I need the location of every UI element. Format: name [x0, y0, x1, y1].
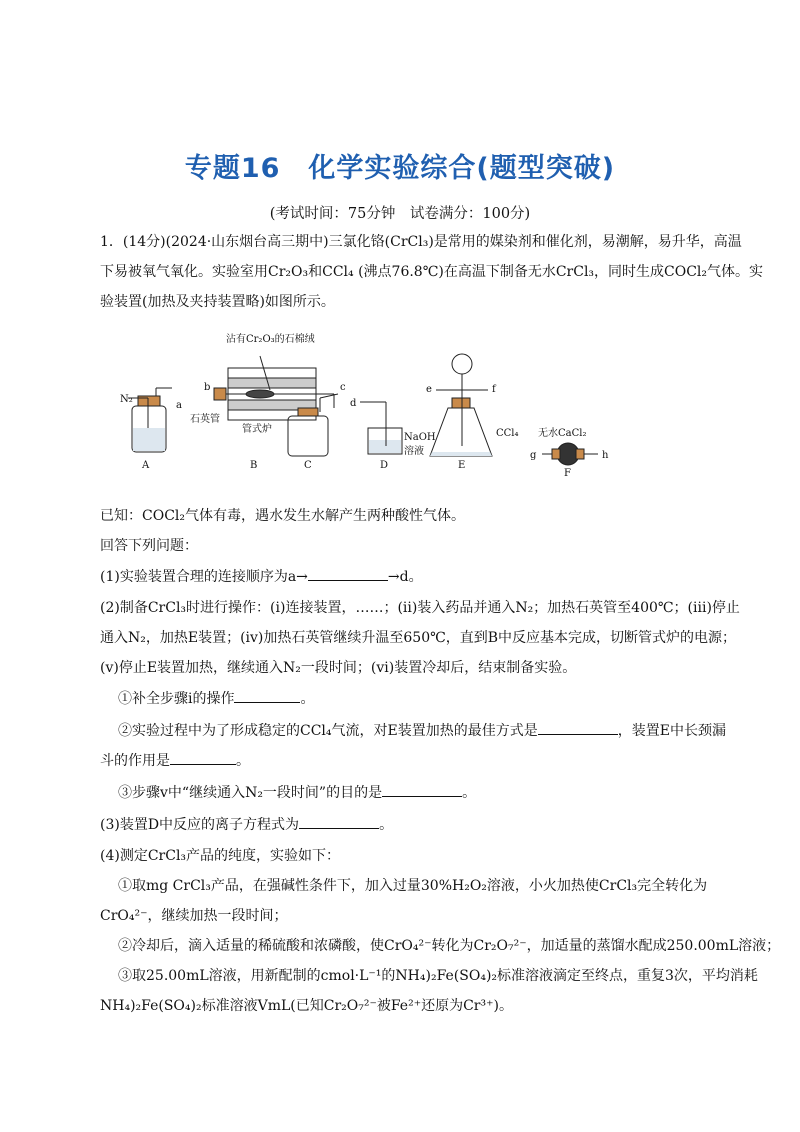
part2-line3: (v)停止E装置加热，继续通入N₂一段时间；(vi)装置冷却后，结束制备实验。 — [100, 660, 577, 676]
label-c: c — [340, 382, 346, 393]
method3-line2: NH₄)₂Fe(SO₄)₂标准溶液VmL(已知Cr₂O₇²⁻被Fe²⁺还原为Cr³⁺)。 — [100, 998, 513, 1014]
label-e: e — [426, 384, 432, 395]
label-a: a — [176, 400, 182, 411]
answer-blank[interactable] — [308, 566, 388, 581]
part2-line1: (2)制备CrCl₃时进行操作：(i)连接装置，……；(ii)装入药品并通入N₂；加热石英管至400℃；(iii)停止 — [100, 600, 740, 616]
label-E: E — [458, 460, 466, 471]
step3-text: ③步骤v中“继续通入N₂一段时间”的目的是 — [118, 785, 383, 801]
answer-blank[interactable] — [382, 782, 462, 797]
part2-line2: 通入N₂，加热E装置；(iv)加热石英管继续升温至650℃，直到B中反应基本完成，切断管式炉的电源； — [100, 630, 737, 646]
label-B: B — [250, 460, 258, 471]
label-cacl2: 无水CaCl₂ — [538, 428, 587, 439]
label-A: A — [142, 460, 150, 471]
answer-blank[interactable] — [170, 750, 236, 765]
step3 — [118, 782, 476, 803]
step2b-end: 。 — [236, 753, 250, 769]
answer-blank[interactable] — [234, 688, 300, 703]
label-tube-furnace: 管式炉 — [242, 424, 272, 435]
part3-text: (3)装置D中反应的离子方程式为 — [100, 817, 300, 833]
step3-end: 。 — [462, 785, 477, 801]
label-naoh: NaOH — [404, 432, 436, 443]
answer-intro: 回答下列问题： — [100, 538, 198, 554]
label-C: C — [304, 460, 312, 471]
step1-text: ①补全步骤i的操作 — [118, 691, 235, 707]
page-title: 专题16 化学实验综合(题型突破) — [184, 153, 616, 184]
label-asbestos: 沾有Cr₂O₃的石棉绒 — [226, 334, 315, 345]
label-D: D — [380, 460, 389, 471]
known-info: 已知：COCl₂气体有毒，遇水发生水解产生两种酸性气体。 — [100, 508, 465, 524]
label-ccl4: CCl₄ — [496, 428, 519, 439]
exam-info: (考试时间：75分钟 试卷满分：100分) — [269, 206, 531, 222]
method1-line2: CrO₄²⁻，继续加热一段时间； — [100, 908, 288, 924]
apparatus-figure — [120, 328, 630, 488]
method2: ②冷却后，滴入适量的稀硫酸和浓磷酸，使CrO₄²⁻转化为Cr₂O₇²⁻，加适量的蒸馏水配成250.00mL溶液； — [118, 938, 781, 954]
step2b-text: 斗的作用是 — [100, 753, 170, 769]
step2b — [100, 750, 250, 771]
label-quartz-tube: 石英管 — [190, 414, 220, 425]
q1-line3: 验装置(加热及夹持装置略)如图所示。 — [100, 294, 335, 310]
part3-end: 。 — [379, 817, 394, 833]
label-h: h — [602, 450, 609, 461]
q1-line2: 下易被氧气氧化。实验室用Cr₂O₃和CCl₄ (沸点76.8℃)在高温下制备无水CrCl₃，同时生成COCl₂气体。实 — [100, 264, 764, 280]
label-n2: N₂ — [120, 394, 133, 405]
label-g: g — [530, 450, 537, 461]
part1 — [100, 566, 423, 587]
part1-end: →d。 — [387, 569, 423, 585]
label-solution: 溶液 — [404, 446, 424, 457]
part4: (4)测定CrCl₃产品的纯度，实验如下： — [100, 848, 341, 864]
label-d: d — [350, 398, 357, 409]
step1 — [118, 688, 314, 709]
part1-text: (1)实验装置合理的连接顺序为a→ — [100, 569, 308, 585]
step2-end: ，装置E中长颈漏 — [617, 723, 726, 739]
answer-blank[interactable] — [299, 814, 379, 829]
q1-line1: 1．(14分)(2024·山东烟台高三期中)三氯化铬(CrCl₃)是常用的媒染剂和催化剂，易潮解，易升华，高温 — [100, 234, 742, 250]
method1-line1: ①取mg CrCl₃产品，在强碱性条件下，加入过量30%H₂O₂溶液，小火加热使CrCl₃完全转化为 — [118, 878, 708, 894]
step2 — [118, 720, 726, 741]
answer-blank[interactable] — [538, 720, 618, 735]
step1-end: 。 — [300, 691, 315, 707]
method3-line1: ③取25.00mL溶液，用新配制的cmol·L⁻¹的NH₄)₂Fe(SO₄)₂标准溶液滴定至终点，重复3次，平均消耗 — [118, 968, 758, 984]
part3 — [100, 814, 393, 835]
label-f: f — [492, 384, 496, 395]
label-F: F — [564, 468, 571, 479]
step2-text: ②实验过程中为了形成稳定的CCl₄气流，对E装置加热的最佳方式是 — [118, 723, 538, 739]
label-b: b — [204, 382, 211, 393]
